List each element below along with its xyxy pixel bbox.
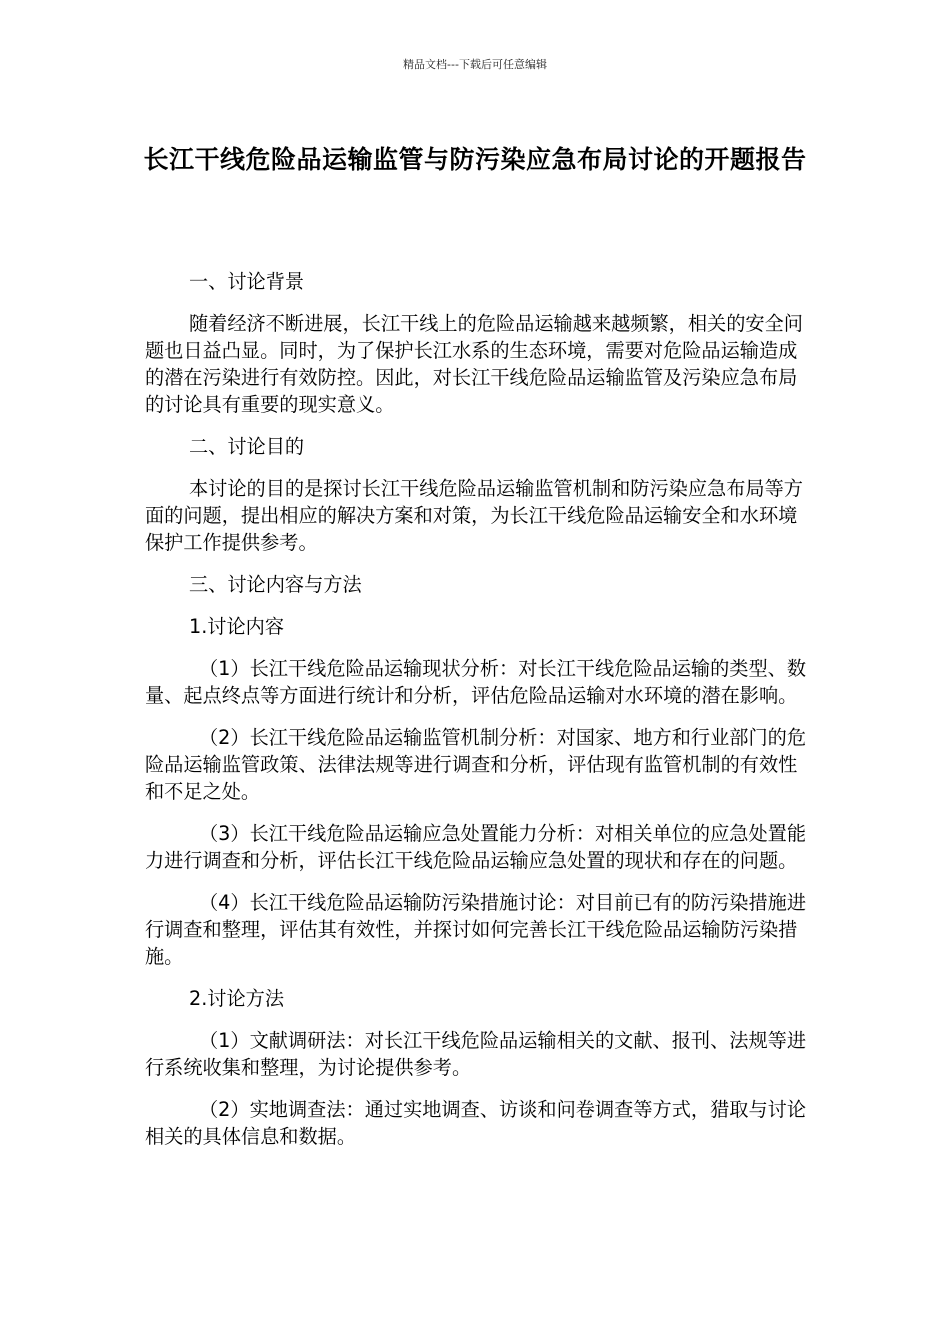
subheading-content: 1.讨论内容 xyxy=(189,615,285,638)
content-item-1: （1）长江干线危险品运输现状分析：对长江干线危险品运输的类型、数量、起点终点等方面进行统计和分析，评估危险品运输对水环境的潜在影响。 xyxy=(145,657,807,707)
method-item-2: （2）实地调查法：通过实地调查、访谈和问卷调查等方式，猎取与讨论相关的具体信息和数据。 xyxy=(145,1098,807,1148)
section-heading-background: 一、讨论背景 xyxy=(189,270,305,293)
document-title: 长江干线危险品运输监管与防污染应急布局讨论的开题报告 xyxy=(143,145,807,174)
section-heading-purpose: 二、讨论目的 xyxy=(189,435,305,458)
purpose-paragraph: 本讨论的目的是探讨长江干线危险品运输监管机制和防污染应急布局等方面的问题，提出相应的解决方案和对策，为长江干线危险品运输安全和水环境保护工作提供参考。 xyxy=(145,477,803,554)
background-paragraph: 随着经济不断进展，长江干线上的危险品运输越来越频繁，相关的安全问题也日益凸显。同时，为了保护长江水系的生态环境，需要对危险品运输造成的潜在污染进行有效防控。因此，对长江干线危险品运输监管及污染应急布局的讨论具有重要的现实意义。 xyxy=(145,312,803,416)
subheading-methods: 2.讨论方法 xyxy=(189,987,285,1010)
section-heading-content-methods: 三、讨论内容与方法 xyxy=(189,573,362,596)
content-item-4: （4）长江干线危险品运输防污染措施讨论：对目前已有的防污染措施进行调查和整理，评估其有效性，并探讨如何完善长江干线危险品运输防污染措施。 xyxy=(145,891,807,968)
content-item-3: （3）长江干线危险品运输应急处置能力分析：对相关单位的应急处置能力进行调查和分析，评估长江干线危险品运输应急处置的现状和存在的问题。 xyxy=(145,822,807,872)
content-item-2: （2）长江干线危险品运输监管机制分析：对国家、地方和行业部门的危险品运输监管政策、法律法规等进行调查和分析，评估现有监管机制的有效性和不足之处。 xyxy=(145,726,807,803)
method-item-1: （1）文献调研法：对长江干线危险品运输相关的文献、报刊、法规等进行系统收集和整理，为讨论提供参考。 xyxy=(145,1029,807,1079)
page-header: 精品文档---下载后可任意编辑 xyxy=(403,58,547,71)
document-body xyxy=(145,268,815,1165)
